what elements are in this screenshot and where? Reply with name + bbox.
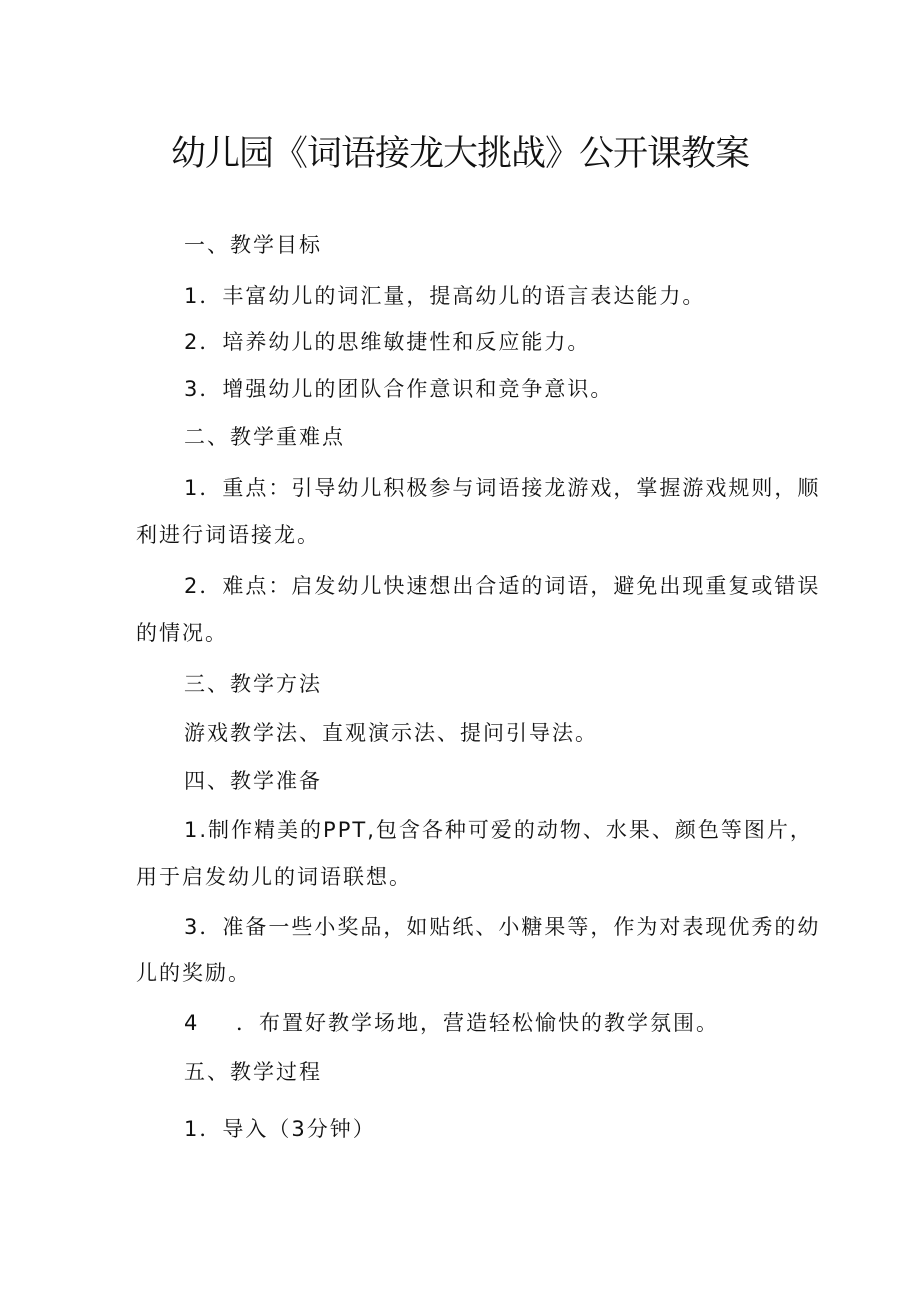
paragraph-line: 利进行词语接龙。 — [136, 523, 320, 547]
paragraph-line: 游戏教学法、直观演示法、提问引导法。 — [184, 721, 598, 745]
list-text: ．布置好教学场地，营造轻松愉快的教学氛围。 — [236, 1011, 719, 1035]
paragraph-line: 3．增强幼儿的团队合作意识和竞争意识。 — [184, 377, 614, 401]
paragraph-line: 1.制作精美的PPT,包含各种可爱的动物、水果、颜色等图片， — [184, 818, 813, 842]
paragraph-line: 1．导入（3分钟） — [184, 1117, 376, 1141]
section-heading-preparation: 四、教学准备 — [184, 769, 322, 793]
document-title: 幼儿园《词语接龙大挑战》公开课教案 — [170, 134, 749, 174]
section-heading-process: 五、教学过程 — [184, 1060, 322, 1084]
paragraph-line: 1．丰富幼儿的词汇量，提高幼儿的语言表达能力。 — [184, 284, 706, 308]
section-heading-goals: 一、教学目标 — [184, 233, 322, 257]
paragraph-line: 用于启发幼儿的词语联想。 — [136, 865, 412, 889]
section-heading-methods: 三、教学方法 — [184, 672, 322, 696]
paragraph-line — [184, 1008, 719, 1038]
paragraph-line: 的情况。 — [136, 621, 228, 645]
list-number: 4 — [184, 1011, 200, 1035]
paragraph-line: 3．准备一些小奖品，如贴纸、小糖果等，作为对表现优秀的幼 — [184, 915, 821, 939]
paragraph-line: 儿的奖励。 — [136, 961, 251, 985]
paragraph-line: 2．培养幼儿的思维敏捷性和反应能力。 — [184, 330, 591, 354]
paragraph-line: 1．重点：引导幼儿积极参与词语接龙游戏，掌握游戏规则，顺 — [184, 476, 821, 500]
section-heading-key-points: 二、教学重难点 — [184, 425, 345, 449]
paragraph-line: 2．难点：启发幼儿快速想出合适的词语，避免出现重复或错误 — [184, 574, 821, 598]
